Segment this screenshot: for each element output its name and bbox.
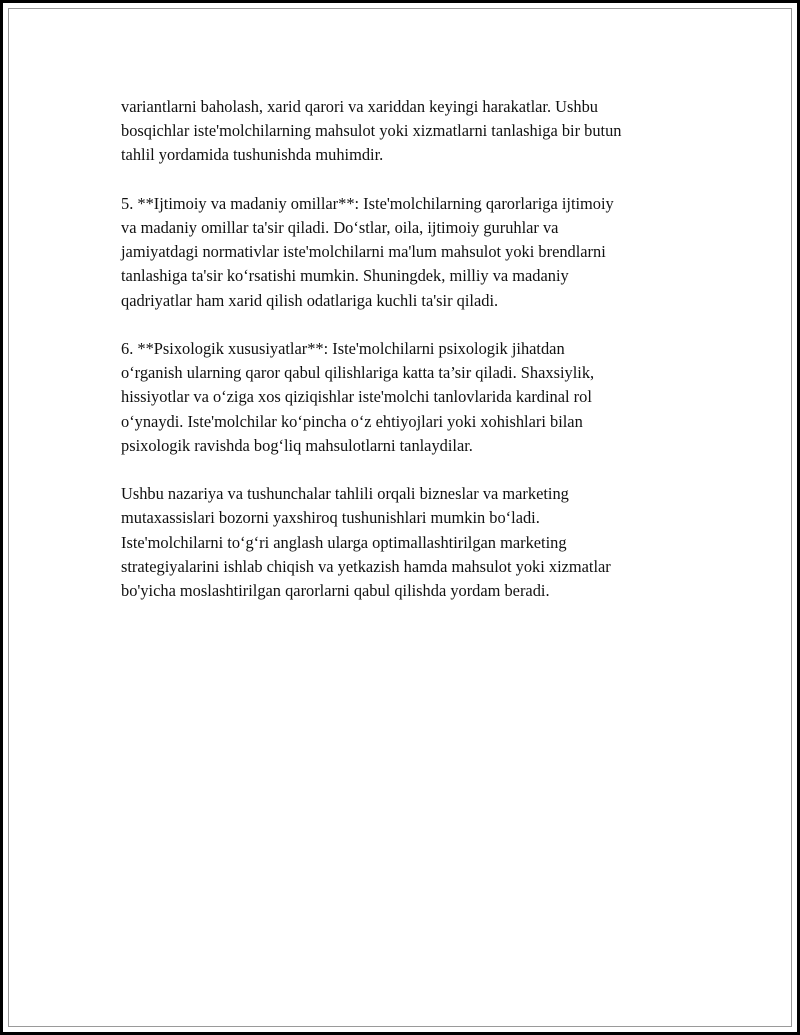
text-line: jamiyatdagi normativlar iste'molchilarni ma'lum mahsulot yoki brendlarni: [121, 242, 606, 262]
text-line: variantlarni baholash, xarid qarori va xariddan keyingi harakatlar. Ushbu: [121, 97, 598, 116]
text-line: va madaniy omillar ta'sir qiladi. Do‘stlar, oila, ijtimoiy guruhlar va: [121, 218, 559, 237]
paragraph-intro-continuation: [121, 95, 701, 168]
document-body: [121, 95, 701, 627]
text-line: bosqichlar iste'molchilarning mahsulot yoki xizmatlarni tanlashiga bir butun: [121, 121, 622, 141]
text-line: bo'yicha moslashtirilgan qarorlarni qabul qilishda yordam beradi.: [121, 581, 550, 601]
text-line: qadriyatlar ham xarid qilish odatlariga kuchli ta'sir qiladi.: [121, 290, 499, 310]
text-line: Iste'molchilarni to‘g‘ri anglash ularga optimallashtirilgan marketing: [121, 532, 567, 552]
text-line: tanlashiga ta'sir ko‘rsatishi mumkin. Shuningdek, milliy va madaniy: [121, 266, 569, 286]
text-line: Ushbu nazariya va tushunchalar tahlili orqali bizneslar va marketing: [121, 484, 569, 504]
text-line: mutaxassislari bozorni yaxshiroq tushunishlari mumkin bo‘ladi.: [121, 508, 540, 528]
text-line: 5. **Ijtimoiy va madaniy omillar**: Iste'molchilarning qarorlariga ijtimoiy: [121, 193, 614, 213]
text-line: psixologik ravishda bog‘liq mahsulotlarni tanlaydilar.: [121, 435, 473, 455]
paragraph-psychological-traits: [121, 337, 701, 458]
text-line: strategiyalarini ishlab chiqish va yetkazish hamda mahsulot yoki xizmatlar: [121, 556, 611, 576]
text-line: o‘rganish ularning qaror qabul qilishlariga katta ta’sir qiladi. Shaxsiylik,: [121, 363, 595, 383]
text-line: tahlil yordamida tushunishda muhimdir.: [121, 145, 384, 165]
paragraph-social-cultural-factors: [121, 192, 701, 313]
paragraph-conclusion: [121, 482, 701, 603]
text-line: hissiyotlar va o‘ziga xos qiziqishlar iste'molchi tanlovlarida kardinal rol: [121, 387, 592, 407]
text-line: 6. **Psixologik xususiyatlar**: Iste'molchilarni psixologik jihatdan: [121, 339, 565, 358]
text-line: o‘ynaydi. Iste'molchilar ko‘pincha o‘z ehtiyojlari yoki xohishlari bilan: [121, 411, 583, 431]
